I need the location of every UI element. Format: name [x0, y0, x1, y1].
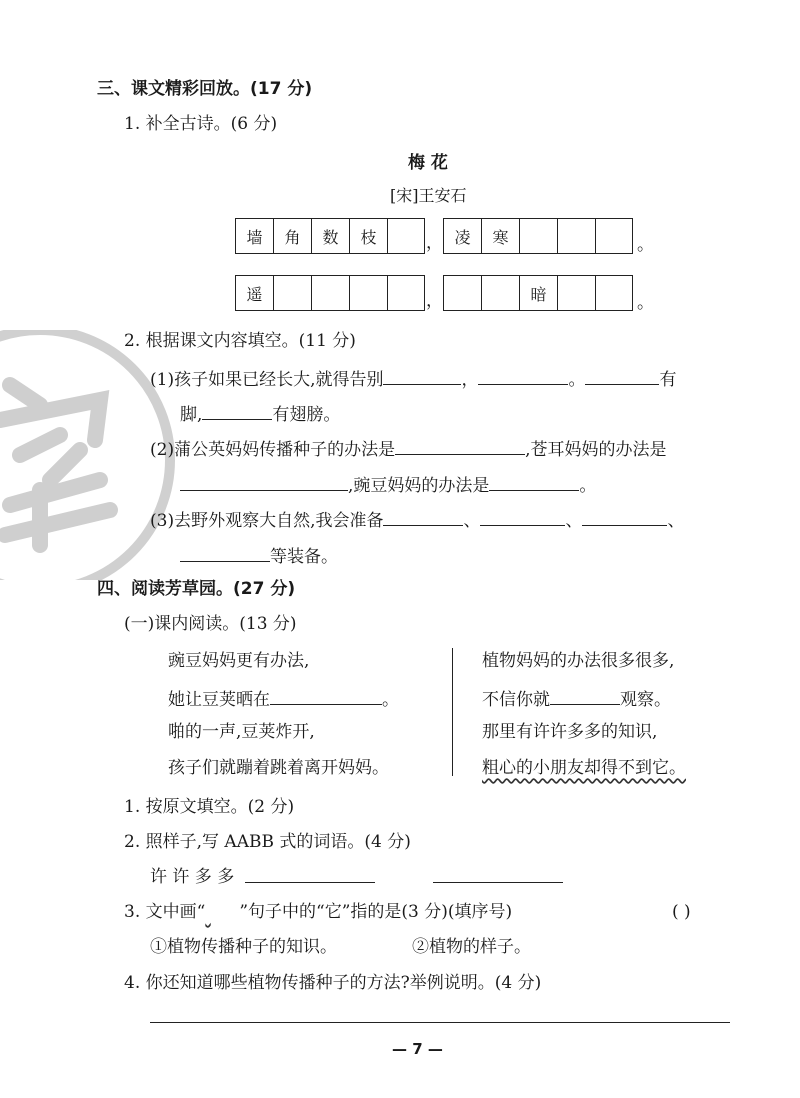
text: (1)孩子如果已经长大,就得告别 — [150, 370, 384, 390]
answer-parentheses[interactable]: ( ) — [672, 902, 691, 922]
option-1: ①植物传播种子的知识。 — [150, 937, 337, 957]
blank[interactable] — [585, 366, 659, 385]
poem-left-line — [168, 686, 399, 711]
poem-box: 墙 — [235, 218, 273, 254]
poem-line2-first-half — [235, 275, 425, 311]
text: 。 — [568, 370, 586, 390]
blank[interactable] — [395, 436, 525, 455]
blank[interactable] — [550, 686, 620, 705]
poem-box-blank[interactable] — [557, 275, 595, 311]
text: (3)去野外观察大自然,我会准备 — [150, 511, 384, 531]
q2-item1-line1 — [150, 366, 676, 391]
text: ， — [461, 370, 479, 390]
text: ,苍耳妈妈的办法是 — [525, 440, 667, 460]
sub-heading-in-class-reading: (一)课内阅读。(13 分) — [124, 614, 297, 634]
poem-box: 遥 — [235, 275, 273, 311]
poem-box: 角 — [273, 218, 311, 254]
poem-right-line — [482, 686, 671, 711]
text: (2)蒲公英妈妈传播种子的办法是 — [150, 440, 396, 460]
q4-4-label: 4. 你还知道哪些植物传播种子的方法?举例说明。(4 分) — [124, 973, 542, 993]
text: 有 — [659, 370, 677, 390]
blank[interactable] — [270, 686, 382, 705]
blank[interactable] — [383, 507, 463, 526]
poem-box-blank[interactable] — [311, 275, 349, 311]
poem-box-blank[interactable] — [443, 275, 481, 311]
text: 、 — [463, 511, 481, 531]
poem-line1-second-half — [443, 218, 633, 254]
page-number: — 7 — — [392, 1040, 443, 1058]
poem-box-blank[interactable] — [273, 275, 311, 311]
poem-right-line: 那里有许许多多的知识, — [482, 722, 658, 742]
poem-period: 。 — [637, 293, 654, 313]
text: 。 — [382, 690, 399, 710]
q4-3-label — [124, 901, 512, 923]
poem-box-blank[interactable] — [481, 275, 519, 311]
poem-right-line-wavy: 粗心的小朋友却得不到它。 — [482, 758, 686, 778]
poem-box-blank[interactable] — [595, 275, 633, 311]
text: ,豌豆妈妈的办法是 — [348, 476, 490, 496]
section3-heading: 三、课文精彩回放。(17 分) — [97, 79, 313, 99]
poem-left-line: 啪的一声,豆荚炸开, — [168, 722, 315, 742]
poem-box: 数 — [311, 218, 349, 254]
q4-2-label: 2. 照样子,写 AABB 式的词语。(4 分) — [124, 832, 411, 852]
text: 有翅膀。 — [272, 405, 341, 425]
poem-right-line: 植物妈妈的办法很多很多, — [482, 651, 675, 671]
q2-item3-line2 — [180, 543, 338, 568]
poem-box-blank[interactable] — [557, 218, 595, 254]
text: ”句子中的“它”指的是(3 分)(填序号) — [239, 902, 513, 922]
poem-box: 凌 — [443, 218, 481, 254]
text: 。 — [579, 476, 597, 496]
text: 、 — [565, 511, 583, 531]
answer-line[interactable] — [245, 882, 375, 883]
answer-line[interactable] — [433, 882, 563, 883]
q2-item1-line2 — [180, 401, 340, 426]
poem-comma: ， — [426, 291, 443, 311]
footer-rule — [150, 1022, 730, 1023]
poem-box: 暗 — [519, 275, 557, 311]
poem-left-line: 豌豆妈妈更有办法, — [168, 651, 310, 671]
text: 3. 文中画“ — [124, 902, 206, 922]
blank[interactable] — [180, 472, 348, 491]
text: 等装备。 — [270, 547, 338, 567]
q1-label: 1. 补全古诗。(6 分) — [124, 114, 278, 134]
poem-box-blank[interactable] — [349, 275, 387, 311]
poem-line1-first-half — [235, 218, 425, 254]
text: 脚, — [180, 405, 203, 425]
poem-comma: ， — [426, 233, 443, 253]
poem-box-blank[interactable] — [519, 218, 557, 254]
q4-2-example: 许 许 多 多 — [150, 867, 235, 887]
poem-box: 寒 — [481, 218, 519, 254]
blank[interactable] — [202, 401, 272, 420]
blank[interactable] — [478, 366, 568, 385]
blank[interactable] — [489, 472, 579, 491]
poem-box-blank[interactable] — [595, 218, 633, 254]
option-2: ②植物的样子。 — [412, 937, 531, 957]
poem-author: [宋]王安石 — [390, 186, 467, 205]
q2-label: 2. 根据课文内容填空。(11 分) — [124, 331, 356, 351]
poem-box-blank[interactable] — [387, 275, 425, 311]
q2-item2-line1 — [150, 436, 667, 461]
blank[interactable] — [582, 507, 667, 526]
blank[interactable] — [383, 366, 461, 385]
blank[interactable] — [180, 543, 270, 562]
section4-heading: 四、阅读芳草园。(27 分) — [97, 579, 296, 599]
q4-1-label: 1. 按原文填空。(2 分) — [124, 797, 295, 817]
poem-box: 枝 — [349, 218, 387, 254]
q2-item3-line1 — [150, 507, 684, 532]
blank[interactable] — [480, 507, 565, 526]
poem-period: 。 — [637, 235, 654, 255]
poem-left-line: 孩子们就蹦着跳着离开妈妈。 — [168, 758, 389, 778]
text: 、 — [667, 511, 685, 531]
poem-divider — [452, 648, 453, 776]
text: 观察。 — [620, 690, 671, 710]
poem-title: 梅 花 — [408, 153, 448, 173]
text: 她让豆荚晒在 — [168, 690, 270, 710]
q2-item2-line2 — [180, 472, 596, 497]
poem-box-blank[interactable] — [387, 218, 425, 254]
poem-line2-second-half — [443, 275, 633, 311]
text: 不信你就 — [482, 690, 550, 710]
